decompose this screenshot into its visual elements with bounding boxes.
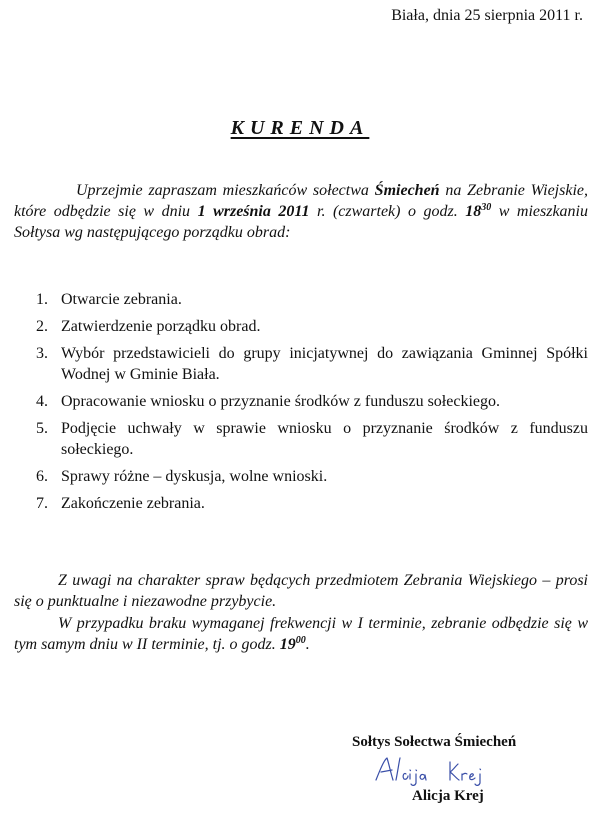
agenda-item bbox=[36, 289, 588, 310]
village-name: Śmiecheń bbox=[374, 182, 440, 199]
agenda-item-text: Zakończenie zebrania. bbox=[61, 495, 205, 512]
intro-text-2: na Zebranie Wiejskie, które odbędzie się w dniu bbox=[14, 182, 588, 220]
agenda-item-text: Sprawy różne – dyskusja, wolne wnioski. bbox=[61, 468, 328, 485]
agenda-item bbox=[36, 466, 588, 487]
date-line: Biała, dnia 25 sierpnia 2011 r. bbox=[391, 7, 583, 24]
intro-text-1: Uprzejmie zapraszam mieszkańców sołectwa bbox=[76, 182, 375, 199]
intro-text-4: w mieszkaniu Sołtysa wg następującego porządku obrad: bbox=[14, 203, 588, 241]
agenda-item bbox=[36, 343, 588, 385]
second-term-hour: 19 bbox=[279, 636, 296, 653]
document-title: KURENDA bbox=[230, 117, 370, 139]
agenda-item-text: Otwarcie zebrania. bbox=[61, 291, 182, 308]
second-term-minutes: 00 bbox=[295, 635, 306, 646]
agenda-item-text: Opracowanie wniosku o przyznanie środków z funduszu sołeckiego. bbox=[61, 393, 500, 410]
second-term-text: W przypadku braku wymaganej frekwencji w I terminie, zebranie odbędzie się w tym samym dniu w II terminie, tj. o godz. bbox=[14, 615, 588, 653]
agenda-item bbox=[36, 493, 588, 514]
closing-paragraph-punctuality: Z uwagi na charakter spraw będących przedmiotem Zebrania Wiejskiego – prosi się o punktualne i niezawodne przybycie. bbox=[14, 572, 588, 610]
intro-text-3: r. (czwartek) o godz. bbox=[309, 203, 466, 220]
meeting-date: 1 września 2011 bbox=[197, 203, 310, 220]
agenda-item bbox=[36, 316, 588, 337]
agenda-item-text: Zatwierdzenie porządku obrad. bbox=[61, 318, 261, 335]
intro-paragraph bbox=[14, 180, 588, 243]
agenda-item-number: 1. bbox=[36, 291, 48, 308]
agenda-item-number: 2. bbox=[36, 318, 48, 335]
signatory-title: Sołtys Sołectwa Śmiecheń bbox=[352, 734, 517, 750]
meeting-minutes: 30 bbox=[481, 202, 492, 213]
agenda-item-text: Wybór przedstawicieli do grupy inicjatywnej do zawiązania Gminnej Spółki Wodnej w Gminie Biała. bbox=[61, 345, 588, 383]
closing-paragraph-second-term bbox=[14, 613, 588, 655]
second-term-end: . bbox=[305, 636, 310, 653]
agenda-item-number: 5. bbox=[36, 420, 48, 437]
second-term-time bbox=[280, 636, 306, 653]
agenda-item-number: 4. bbox=[36, 393, 48, 410]
meeting-hour: 18 bbox=[465, 203, 482, 220]
agenda-item-number: 7. bbox=[36, 495, 48, 512]
agenda-item bbox=[36, 391, 588, 412]
agenda-list bbox=[36, 289, 588, 520]
agenda-item-number: 6. bbox=[36, 468, 48, 485]
agenda-item bbox=[36, 418, 588, 460]
meeting-time bbox=[465, 203, 491, 220]
signatory-name: Alicja Krej bbox=[412, 788, 484, 804]
handwritten-signature bbox=[372, 752, 492, 788]
agenda-item-text: Podjęcie uchwały w sprawie wniosku o przyznanie środków z funduszu sołeckiego. bbox=[61, 420, 588, 458]
agenda-item-number: 3. bbox=[36, 345, 48, 362]
